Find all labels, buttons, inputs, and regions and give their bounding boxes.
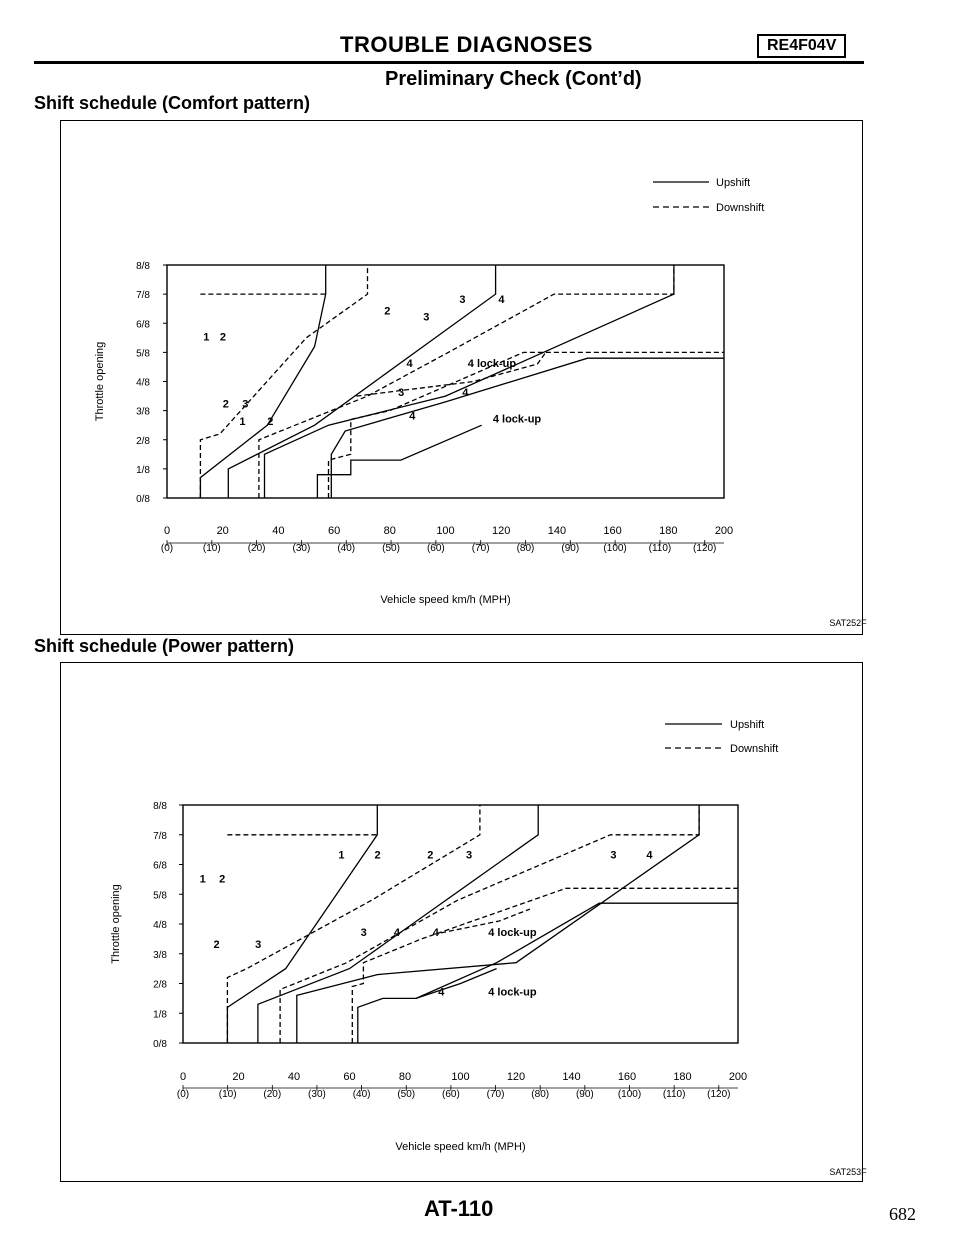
comfort-y-tick-label: 3/8 bbox=[136, 406, 150, 418]
comfort-y-tick-label: 1/8 bbox=[136, 464, 150, 476]
page-number: 682 bbox=[889, 1204, 916, 1224]
power-mph-tick-label: (0) bbox=[176, 1089, 190, 1100]
power-series-line bbox=[297, 805, 699, 1043]
power-annotation-label: 2 bbox=[427, 849, 434, 862]
power-mph-tick-label: (90) bbox=[575, 1089, 594, 1100]
comfort-annotation-label: 4 bbox=[409, 410, 416, 423]
comfort-legend-label: Downshift bbox=[716, 202, 765, 214]
power-y-tick-label: 8/8 bbox=[153, 801, 167, 812]
comfort-mph-tick-label: (0) bbox=[160, 543, 174, 554]
power-series-line bbox=[227, 805, 480, 1043]
power-mph-tick-label: (70) bbox=[486, 1089, 505, 1100]
comfort-y-axis-label: Throttle opening bbox=[94, 341, 106, 422]
power-y-tick-label: 5/8 bbox=[153, 890, 167, 902]
comfort-y-tick-label: 0/8 bbox=[136, 494, 150, 505]
power-annotation-label: 3 bbox=[360, 926, 367, 939]
power-annotation-label: 3 bbox=[466, 849, 473, 862]
power-mph-tick-label: (30) bbox=[308, 1089, 326, 1100]
comfort-annotation-label: 4 bbox=[462, 387, 469, 400]
comfort-figure-code: SAT252F bbox=[829, 618, 867, 628]
comfort-y-tick-label: 4/8 bbox=[136, 377, 150, 389]
model-code-badge: RE4F04V bbox=[757, 34, 846, 58]
comfort-mph-tick-label: (90) bbox=[561, 543, 580, 554]
power-y-tick-label: 6/8 bbox=[153, 860, 167, 872]
power-legend-label: Downshift bbox=[730, 743, 779, 755]
power-series-line bbox=[227, 805, 377, 1043]
power-annotation-label: 1 bbox=[199, 873, 206, 886]
comfort-x-tick-label: 0 bbox=[163, 525, 171, 537]
comfort-section-title: Shift schedule (Comfort pattern) bbox=[34, 93, 311, 113]
comfort-mph-tick-label: (80) bbox=[516, 543, 535, 554]
power-x-tick-label: 80 bbox=[398, 1071, 412, 1083]
comfort-series-line bbox=[200, 265, 325, 498]
power-series-line bbox=[280, 805, 699, 1043]
power-x-tick-label: 60 bbox=[343, 1071, 356, 1083]
power-annotation-label: 2 bbox=[213, 938, 220, 951]
power-y-tick-label: 7/8 bbox=[153, 830, 167, 842]
power-series-line bbox=[416, 903, 738, 998]
power-annotation-label: 4 bbox=[432, 926, 439, 939]
power-mph-tick-label: (20) bbox=[263, 1089, 282, 1100]
power-series-line bbox=[258, 805, 538, 1043]
power-y-tick-label: 0/8 bbox=[153, 1039, 167, 1050]
comfort-annotation-label: 1 bbox=[239, 416, 246, 429]
power-x-tick-label: 200 bbox=[728, 1071, 748, 1083]
power-y-tick-label: 1/8 bbox=[153, 1009, 167, 1021]
page-subtitle: Preliminary Check (Cont’d) bbox=[385, 68, 642, 90]
comfort-mph-tick-label: (30) bbox=[292, 543, 311, 554]
comfort-series-line bbox=[200, 265, 367, 498]
comfort-annotation-label: 2 bbox=[222, 398, 229, 411]
page-label: AT-110 bbox=[424, 1196, 494, 1221]
comfort-x-tick-label: 160 bbox=[603, 525, 622, 537]
comfort-x-axis-label: Vehicle speed km/h (MPH) bbox=[380, 594, 511, 606]
power-annotation-label: 4 lock-up bbox=[488, 986, 537, 999]
power-mph-tick-label: (120) bbox=[707, 1089, 731, 1100]
power-legend-label: Upshift bbox=[730, 719, 765, 731]
comfort-annotation-label: 3 bbox=[459, 293, 466, 306]
comfort-x-tick-label: 60 bbox=[327, 525, 341, 537]
comfort-annotation-label: 2 bbox=[267, 416, 274, 429]
comfort-legend-label: Upshift bbox=[716, 177, 751, 189]
power-x-tick-label: 20 bbox=[232, 1071, 245, 1083]
power-annotation-label: 4 bbox=[646, 849, 653, 862]
comfort-annotation-label: 2 bbox=[219, 331, 227, 344]
comfort-x-tick-label: 120 bbox=[492, 525, 511, 537]
comfort-annotation-label: 3 bbox=[242, 398, 249, 411]
power-figure-code: SAT253F bbox=[829, 1167, 867, 1177]
power-x-tick-label: 140 bbox=[562, 1071, 581, 1083]
comfort-annotation-label: 1 bbox=[203, 331, 210, 344]
comfort-series-line bbox=[228, 265, 495, 498]
comfort-mph-tick-label: (110) bbox=[648, 543, 672, 554]
power-x-tick-label: 0 bbox=[179, 1071, 187, 1083]
power-section-title: Shift schedule (Power pattern) bbox=[34, 636, 295, 656]
comfort-mph-tick-label: (50) bbox=[382, 543, 400, 554]
power-annotation-label: 4 bbox=[393, 926, 401, 939]
comfort-x-tick-label: 80 bbox=[383, 525, 396, 537]
power-y-tick-label: 3/8 bbox=[153, 949, 167, 961]
comfort-mph-tick-label: (60) bbox=[426, 543, 445, 554]
comfort-x-tick-label: 40 bbox=[272, 525, 285, 537]
power-x-tick-label: 120 bbox=[506, 1071, 526, 1083]
power-y-axis-label: Throttle opening bbox=[110, 884, 122, 964]
comfort-plot-frame bbox=[167, 265, 724, 498]
comfort-annotation-label: 3 bbox=[423, 311, 430, 324]
comfort-annotation-label: 4 bbox=[498, 293, 505, 306]
power-plot-frame bbox=[183, 805, 738, 1043]
power-x-tick-label: 160 bbox=[617, 1071, 637, 1083]
comfort-y-tick-label: 6/8 bbox=[136, 319, 150, 331]
power-annotation-label: 2 bbox=[219, 873, 226, 886]
comfort-y-tick-label: 2/8 bbox=[136, 435, 150, 447]
power-mph-tick-label: (110) bbox=[662, 1089, 686, 1100]
power-annotation-label: 4 lock-up bbox=[488, 926, 537, 939]
comfort-annotation-label: 4 lock-up bbox=[467, 357, 517, 370]
power-y-tick-label: 4/8 bbox=[153, 920, 167, 931]
comfort-mph-tick-label: (100) bbox=[603, 543, 627, 554]
comfort-mph-tick-label: (20) bbox=[247, 543, 266, 554]
comfort-x-tick-label: 20 bbox=[216, 525, 229, 537]
power-annotation-label: 3 bbox=[610, 849, 617, 862]
comfort-x-tick-label: 180 bbox=[659, 525, 678, 537]
comfort-annotation-label: 4 lock-up bbox=[492, 413, 542, 426]
power-x-tick-label: 40 bbox=[287, 1071, 301, 1083]
power-series-line bbox=[352, 888, 738, 1043]
power-x-tick-label: 180 bbox=[673, 1071, 692, 1083]
power-annotation-label: 2 bbox=[374, 849, 381, 862]
power-annotation-label: 4 bbox=[438, 986, 445, 999]
comfort-series-line bbox=[259, 265, 674, 498]
comfort-annotation-label: 3 bbox=[398, 387, 405, 400]
comfort-series-line bbox=[331, 358, 724, 498]
comfort-y-tick-label: 5/8 bbox=[136, 348, 150, 360]
power-mph-tick-label: (40) bbox=[352, 1089, 371, 1100]
comfort-x-tick-label: 200 bbox=[714, 525, 734, 537]
power-mph-tick-label: (80) bbox=[531, 1089, 550, 1100]
power-mph-tick-label: (50) bbox=[397, 1089, 416, 1100]
comfort-mph-tick-label: (70) bbox=[471, 543, 490, 554]
comfort-annotation-label: 4 bbox=[406, 357, 413, 370]
comfort-y-tick-label: 8/8 bbox=[136, 261, 150, 272]
power-x-tick-label: 100 bbox=[451, 1071, 470, 1083]
power-annotation-label: 1 bbox=[338, 849, 345, 862]
comfort-mph-tick-label: (40) bbox=[337, 543, 356, 554]
comfort-x-tick-label: 140 bbox=[547, 525, 567, 537]
power-y-tick-label: 2/8 bbox=[153, 979, 167, 991]
comfort-y-tick-label: 7/8 bbox=[136, 290, 150, 302]
power-x-axis-label: Vehicle speed km/h (MPH) bbox=[395, 1141, 526, 1153]
page-title: TROUBLE DIAGNOSES bbox=[340, 32, 593, 57]
comfort-annotation-label: 2 bbox=[384, 305, 391, 318]
power-mph-tick-label: (10) bbox=[218, 1089, 237, 1100]
comfort-mph-tick-label: (120) bbox=[693, 543, 717, 554]
power-mph-tick-label: (60) bbox=[442, 1089, 460, 1100]
comfort-x-tick-label: 100 bbox=[436, 525, 455, 537]
power-mph-tick-label: (100) bbox=[617, 1089, 642, 1100]
comfort-mph-tick-label: (10) bbox=[202, 543, 221, 554]
power-series-line bbox=[358, 969, 497, 1043]
power-annotation-label: 3 bbox=[255, 938, 262, 951]
